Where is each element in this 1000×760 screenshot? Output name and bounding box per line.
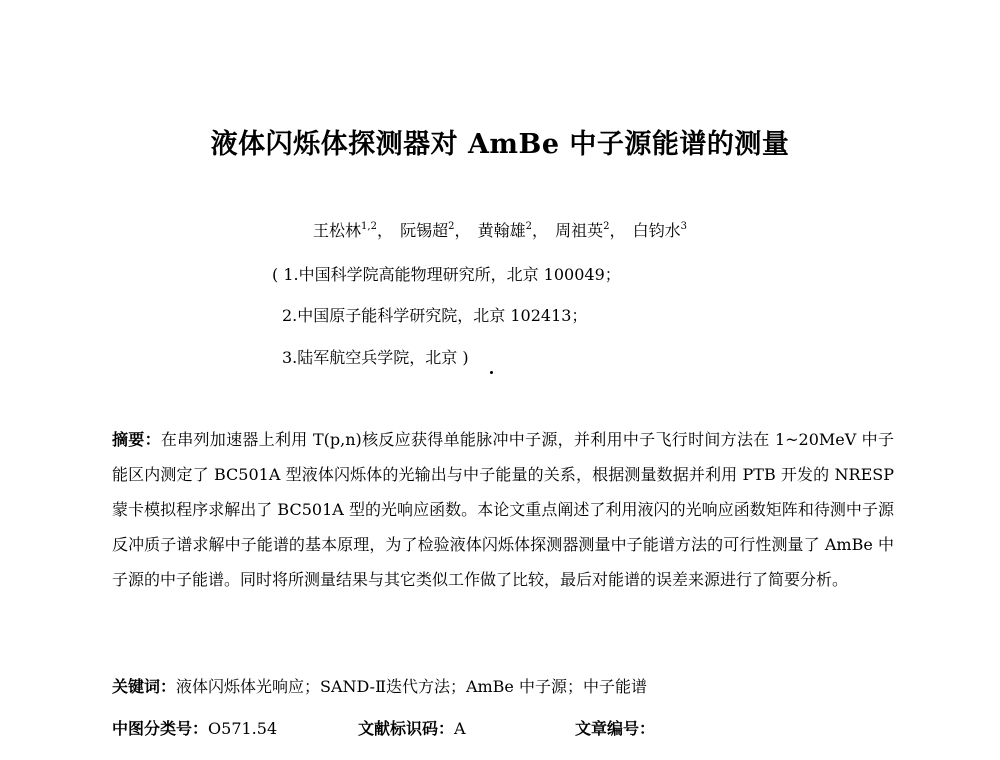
author: 阮锡超$^2$，	[400, 221, 471, 240]
paper-title: 液体闪烁体探测器对 AmBe 中子源能谱的测量	[210, 129, 790, 160]
affiliation: 2.中国原子能科学研究院，北京 102413；	[282, 306, 588, 325]
author: 白钧水$^3$	[632, 221, 687, 240]
document-code: 文献标识码：A	[358, 719, 466, 738]
keywords-text: 液体闪烁体光响应；SAND-Ⅱ迭代方法；AmBe 中子源；中子能谱	[176, 677, 647, 696]
abstract	[112, 422, 894, 597]
affiliation: 3.陆军航空兵学院，北京 )	[282, 348, 469, 367]
abstract-label: 摘要：	[112, 430, 161, 449]
article-number: 文章编号：	[575, 719, 656, 738]
affiliation: ( 1.中国科学院高能物理研究所，北京 100049；	[272, 265, 621, 284]
author: 黄翰雄$^2$，	[477, 221, 548, 240]
scan-speck	[490, 371, 493, 374]
author: 周祖英$^2$，	[555, 221, 626, 240]
keywords	[112, 674, 912, 697]
abstract-text: 在串列加速器上利用 T(p,n)核反应获得单能脉冲中子源，并利用中子飞行时间方法在 1~20MeV 中子能区内测定了 BC501A 型液体闪烁体的光输出与中子能量的关系，根据测量数据并利用 PTB 开发的 NRESP 蒙卡模拟程序求解出了 BC501A 型的光响应函数。本论文重点阐述了利用液闪的光响应函数矩阵和待测中子源反冲质子谱求解中子能谱的基本原理，为了检验液体闪烁体探测器测量中子能谱方法的可行性测量了 AmBe 中子源的中子能谱。同时将所测量结果与其它类似工作做了比较，最后对能谱的误差来源进行了简要分析。	[112, 430, 894, 589]
clc-number: 中图分类号：O571.54	[112, 719, 278, 738]
author: 王松林$^{1,2}$，	[313, 221, 393, 240]
keywords-label: 关键词：	[112, 677, 177, 696]
author-list	[0, 218, 1000, 241]
